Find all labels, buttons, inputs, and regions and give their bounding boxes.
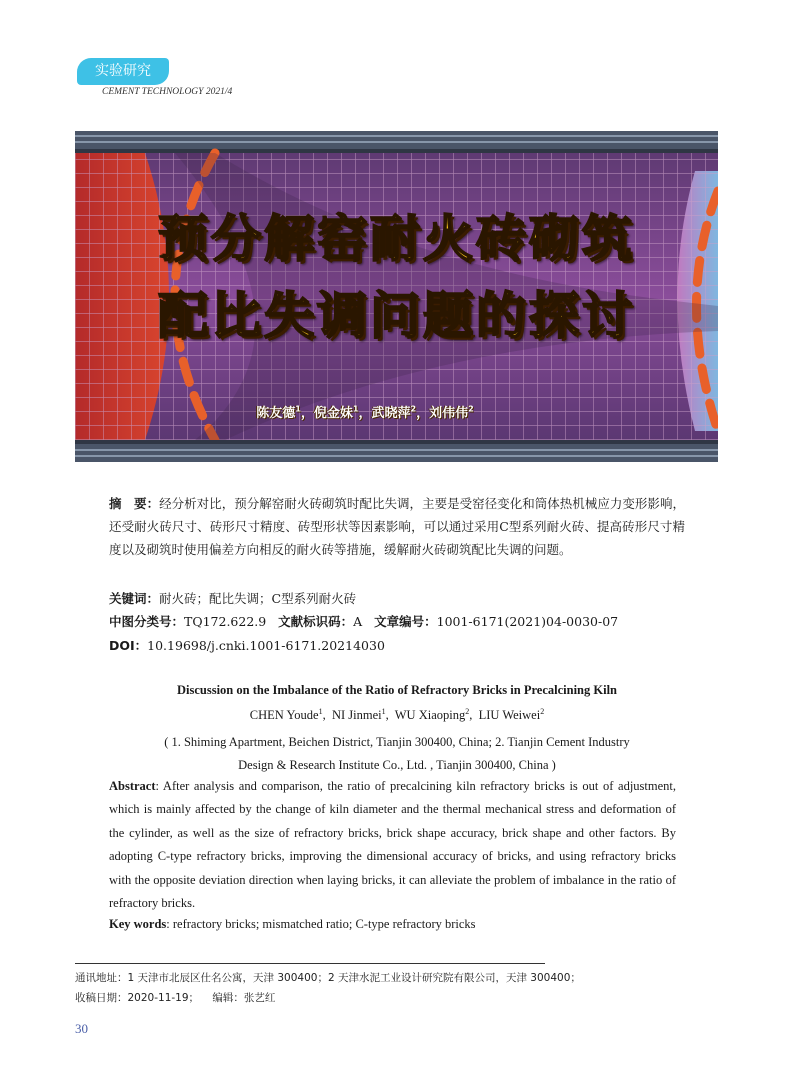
author-cn-1-affil: 1	[295, 404, 301, 414]
author-cn-3: 武晓萍	[371, 406, 411, 421]
keywords-cn-text: 耐火砖；配比失调；C型系列耐火砖	[159, 591, 357, 606]
author-cn-4: 刘伟伟	[429, 406, 469, 421]
author-en-2-affil: 1	[381, 706, 386, 716]
banner-title-line-2: 配比失调问题的探讨	[158, 287, 635, 345]
address-text: 1 天津市北辰区仕名公寓，天津 300400；2 天津水泥工业设计研究院有限公司，天津 300400；	[127, 972, 581, 984]
doc-code-value: A	[353, 614, 363, 629]
author-sep: ，	[300, 406, 314, 421]
affiliation-line-1: ( 1. Shiming Apartment, Beichen District, Tianjin 300400, China; 2. Tianjin Cement Industry	[164, 735, 630, 749]
journal-name: CEMENT TECHNOLOGY 2021/4	[102, 87, 233, 97]
english-keywords-label: Key words	[109, 917, 167, 931]
doi-value[interactable]: 10.19698/j.cnki.1001-6171.20214030	[147, 638, 385, 653]
clc-label: 中图分类号：	[109, 614, 185, 629]
keywords-cn-label: 关键词：	[109, 591, 160, 606]
author-en-3: WU Xiaoping	[394, 708, 466, 722]
keywords-cn	[109, 589, 356, 607]
english-affiliation	[109, 731, 685, 777]
author-en-1: CHEN Youde	[249, 708, 319, 722]
author-en-4: LIU Weiwei	[478, 708, 541, 722]
abstract-cn-label: 摘 要：	[109, 496, 160, 511]
abstract-cn-text: 经分析对比，预分解窑耐火砖砌筑时配比失调，主要是受窑径变化和筒体热机械应力变形影响，还受耐火砖尺寸、砖形尺寸精度、砖型形状等因素影响，可以通过采用C型系列耐火砖、提高砖形尺寸精度以及砌筑时使用偏差方向相反的耐火砖等措施，缓解耐火砖砌筑配比失调的问题。	[109, 496, 685, 557]
affiliation-line-2: Design & Research Institute Co., Ltd. , Tianjin 300400, China )	[238, 758, 556, 772]
banner-authors	[205, 402, 525, 421]
classification-line	[109, 612, 618, 630]
editor-label: 编辑：	[212, 992, 244, 1004]
english-authors: CHEN Youde$^1$, NI Jinmei$^1$, WU Xiaoping$^2$, LIU Weiwei$^2$	[249, 706, 545, 722]
author-en-2: NI Jinmei	[331, 708, 382, 722]
title-banner	[75, 131, 718, 462]
english-abstract-label: Abstract	[109, 779, 156, 793]
doi-line	[109, 636, 385, 654]
clc-value: TQ172.622.9	[184, 614, 267, 629]
doc-code-label: 文献标识码：	[278, 614, 354, 629]
english-keywords	[109, 917, 476, 932]
received-date: 2020-11-19；	[127, 992, 200, 1004]
english-abstract-text: : After analysis and comparison, the ratio of precalcining kiln refractory bricks is out of adjustment, which is mainly affected by the change of kiln diameter and the thermal mechanical stress and deformation of the cylinder, as well as the size of refractory bricks, brick shape accuracy, brick shape and other factors. By adopting C-type refractory bricks, improving the dimensional accuracy of bricks, and using refractory bricks with the opposite deviation direction when laying bricks, it can alleviate the problem of imbalance in the ratio of refractory bricks.	[109, 779, 676, 911]
footnote-received	[75, 990, 275, 1005]
section-tag: 实验研究	[77, 58, 169, 85]
english-keywords-text: : refractory bricks; mismatched ratio; C-type refractory bricks	[166, 917, 476, 931]
banner-title-line-1: 预分解窑耐火砖砌筑	[158, 210, 635, 268]
footnote-divider	[75, 963, 545, 964]
article-no-label: 文章编号：	[374, 614, 437, 629]
author-cn-2-affil: 1	[352, 404, 359, 414]
article-no-value: 1001-6171(2021)04-0030-07	[436, 614, 619, 629]
editor-name: 张艺红	[243, 992, 276, 1004]
author-cn-3-affil: 2	[410, 404, 417, 414]
page-number: 30	[75, 1021, 88, 1036]
author-cn-1: 陈友德	[256, 406, 296, 421]
english-title: Discussion on the Imbalance of the Ratio of Refractory Bricks in Precalcining Kiln	[176, 683, 618, 697]
doi-label: DOI：	[109, 638, 148, 653]
author-sep: ，	[416, 406, 430, 421]
author-en-4-affil: 2	[540, 706, 545, 716]
abstract-cn	[109, 492, 685, 561]
author-en-3-affil: 2	[465, 706, 470, 716]
author-cn-4-affil: 2	[468, 404, 474, 414]
author-sep: ，	[358, 406, 372, 421]
author-en-1-affil: 1	[318, 706, 323, 716]
author-cn-2: 倪金妹	[313, 406, 353, 421]
english-abstract	[109, 775, 676, 915]
received-label: 收稿日期：	[75, 992, 128, 1004]
address-label: 通讯地址：	[75, 972, 128, 984]
footnote-address	[75, 970, 581, 985]
